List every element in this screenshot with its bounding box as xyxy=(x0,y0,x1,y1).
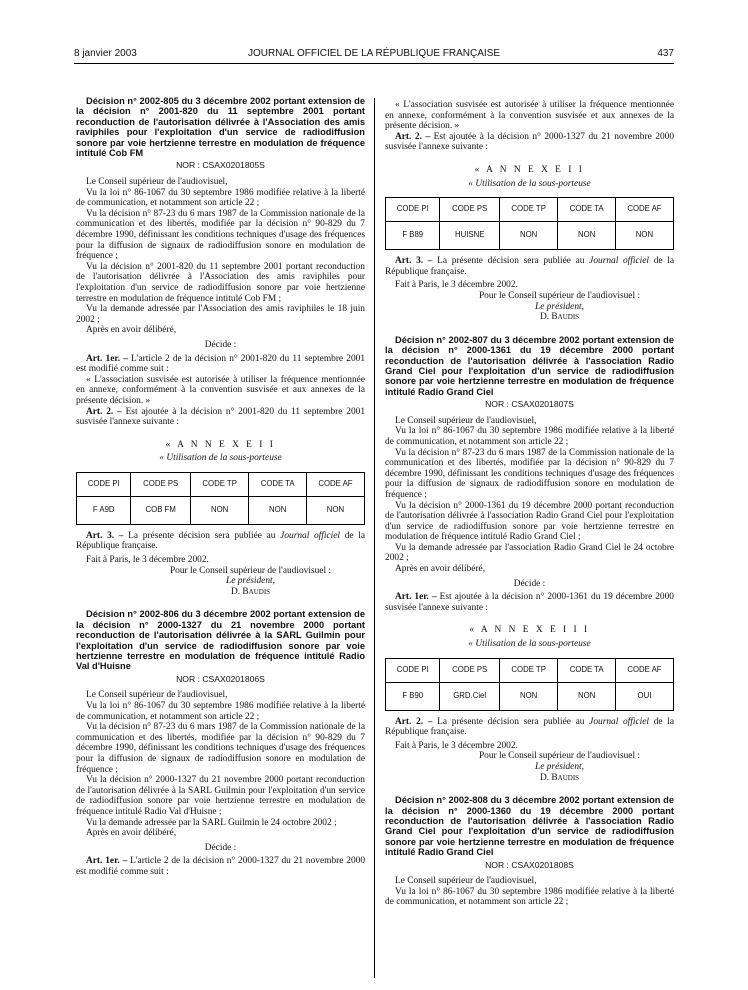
table-cell: NON xyxy=(558,222,616,250)
table-header-cell: CODE PI xyxy=(77,472,131,496)
table-header-cell: CODE TA xyxy=(558,198,616,222)
decision-2002-805 xyxy=(76,96,365,597)
table-header-cell: CODE PS xyxy=(440,658,499,682)
article-label: Art. 2. – xyxy=(395,131,431,142)
article-2 xyxy=(385,717,674,738)
journal-name: Journal officiel xyxy=(589,716,650,727)
done-at: Fait à Paris, le 3 décembre 2002. xyxy=(395,740,518,751)
section-spacer xyxy=(76,597,365,609)
decision-title: Décision n° 2002-806 du 3 décembre 2002 portant extension de la décision n° 2000-1327 du 21 novembre 2000 portant reconduction de l'autorisation délivrée à la SARL Guilmin pour l'exploitation d'un service de radiodiffusion sonore par voie hertzienne terrestre en modulation de fréquence intitulé Radio Val d'Huisne xyxy=(76,609,365,672)
paragraph: Après en avoir délibéré, xyxy=(86,828,177,839)
table-cell: F A9D xyxy=(77,496,131,524)
article-text: L'article 2 de la décision n° 2000-1327 du 21 novembre 2000 est modifié comme suit : xyxy=(76,856,366,877)
signature-block xyxy=(445,291,674,323)
decide-heading: Décide : xyxy=(204,842,237,853)
decision-title: Décision n° 2002-805 du 3 décembre 2002 portant extension de la décision n° 2001-820 du 11 septembre 2001 portant reconduction de l'autorisation délivrée à l'Association des amis raviphiles pour l'exploitation d'un service de radiodiffusion sonore par voie hertzienne terrestre en modulation de fréquence intitulé Cob FM xyxy=(76,96,365,159)
right-column xyxy=(385,100,674,908)
paragraph: Vu la demande adressée par la SARL Guilmin le 24 octobre 2002 ; xyxy=(86,817,337,828)
article-label: Art. 1er. – xyxy=(86,856,128,867)
article-label: Art. 2. – xyxy=(86,406,122,417)
subcarrier-table xyxy=(76,472,365,525)
annexe-subtitle: « Utilisation de la sous-porteuse xyxy=(468,639,591,650)
header-rule xyxy=(74,63,674,64)
article-text: La présente décision sera publiée au xyxy=(437,716,585,727)
table-cell: F B90 xyxy=(386,682,440,710)
decision-2002-808 xyxy=(385,795,674,908)
table-header-cell: CODE PS xyxy=(131,472,190,496)
header-journal-title: JOURNAL OFFICIEL DE LA RÉPUBLIQUE FRANÇAISE xyxy=(247,48,501,59)
signature-role: Le président, xyxy=(535,762,584,772)
paragraph: Vu la décision n° 2001-820 du 11 septembre 2001 portant reconduction de l'autorisation délivrée à l'Association des amis raviphiles pour l'exploitation d'un service de radiodiffusion sonore par voie hertzienne terrestre en modulation de fréquence intitulé Cob FM ; xyxy=(76,261,365,304)
nor-reference: NOR : CSAX0201806S xyxy=(176,673,265,684)
done-at: Fait à Paris, le 3 décembre 2002. xyxy=(86,555,209,566)
decide-heading: Décide : xyxy=(513,578,546,589)
table-cell: GRD.Ciel xyxy=(440,682,499,710)
table-cell: F B89 xyxy=(386,222,440,250)
column-divider xyxy=(374,98,375,978)
table-row xyxy=(386,222,674,250)
article-label: Art. 1er. – xyxy=(395,592,437,603)
paragraph: Vu la loi n° 86-1067 du 30 septembre 1986 modifiée relative à la liberté de communication, et notamment son article 22 ; xyxy=(76,187,365,209)
table-header-cell: CODE PI xyxy=(386,658,440,682)
journal-name: Journal officiel xyxy=(280,530,341,541)
table-header-cell: CODE PS xyxy=(440,198,499,222)
decide-heading: Décide : xyxy=(204,339,237,350)
article-3 xyxy=(385,256,674,277)
annexe-subtitle: « Utilisation de la sous-porteuse xyxy=(159,453,282,464)
article-text-end: de la République française. xyxy=(385,716,675,738)
signature-name: D. Baudis xyxy=(230,586,271,597)
table-cell: NON xyxy=(558,682,616,710)
nor-reference: NOR : CSAX0201807S xyxy=(485,399,574,410)
signature-line: Pour le Conseil supérieur de l'audiovisuel : xyxy=(478,751,641,762)
table-header-cell: CODE TA xyxy=(249,472,307,496)
article-text: La présente décision sera publiée au xyxy=(437,256,585,267)
table-row xyxy=(77,496,365,524)
nor-reference: NOR : CSAX0201805S xyxy=(176,160,265,171)
paragraph: Vu la décision n° 87-23 du 6 mars 1987 de la Commission nationale de la communication et des libertés, modifiée par la décision n° 90-829 du 7 décembre 1990, définissant les conditions techniques d'usage des fréquences pour la diffusion de signaux de radiodiffusion sonore en modulation de fréquence ; xyxy=(76,208,365,262)
decision-title: Décision n° 2002-808 du 3 décembre 2002 portant extension de la décision n° 2000-1360 du 19 décembre 2000 portant reconduction de l'autorisation délivrée à l'association Radio Grand Ciel pour l'exploitation d'un service de radiodiffusion sonore par voie hertzienne terrestre en modulation de fréquence intitulé Radio Grand Ciel xyxy=(385,795,674,858)
article-1 xyxy=(76,354,365,375)
header-date: 8 janvier 2003 xyxy=(74,48,137,59)
table-cell: NON xyxy=(249,496,307,524)
article-quote: « L'association susvisée est autorisée à utiliser la fréquence mentionnée en annexe, conformément à la convention susvisée et aux annexes de la présente décision. » xyxy=(385,100,674,132)
table-cell: NON xyxy=(615,222,673,250)
table-cell: NON xyxy=(190,496,249,524)
article-text-end: de la République française. xyxy=(76,530,366,552)
subcarrier-table xyxy=(385,197,674,250)
article-1 xyxy=(76,856,365,877)
signature-name: D. Baudis xyxy=(539,772,580,783)
article-text: Est ajoutée à la décision n° 2000-1361 du 19 décembre 2000 susvisée l'annexe suivante : xyxy=(385,592,674,613)
paragraph: Après en avoir délibéré, xyxy=(395,564,486,575)
paragraph: Vu la décision n° 2000-1361 du 19 décembre 2000 portant reconduction de l'autorisation délivrée à l'association Radio Grand Ciel pour l'exploitation d'un service de radiodiffusion sonore par voie hertzienne terrestre en modulation de fréquence intitulé Radio Grand Ciel ; xyxy=(385,500,674,543)
table-header-cell: CODE TP xyxy=(499,198,558,222)
table-cell: NON xyxy=(499,222,558,250)
paragraph: Vu la loi n° 86-1067 du 30 septembre 1986 modifiée relative à la liberté de communication, et notamment son article 22 ; xyxy=(385,886,674,908)
section-spacer xyxy=(385,323,674,335)
article-text: Est ajoutée à la décision n° 2000-1327 du 21 novembre 2000 susvisée l'annexe suivante : xyxy=(385,131,675,153)
article-2 xyxy=(385,132,674,153)
table-header-cell: CODE TP xyxy=(190,472,249,496)
paragraph: Vu la décision n° 87-23 du 6 mars 1987 de la Commission nationale de la communication et des libertés, modifiée par la décision n° 90-829 du 7 décembre 1990, définissant les conditions techniques d'usage des fréquences pour la diffusion de signaux de radiodiffusion sonore en modulation de fréquence ; xyxy=(76,722,365,775)
table-cell: NON xyxy=(306,496,364,524)
signature-line: Pour le Conseil supérieur de l'audiovisuel : xyxy=(169,565,332,576)
table-header-cell: CODE TP xyxy=(499,658,558,682)
paragraph: Le Conseil supérieur de l'audiovisuel, xyxy=(395,876,537,887)
table-header-row xyxy=(386,658,674,682)
header-page-number: 437 xyxy=(657,48,674,59)
table-cell: NON xyxy=(499,682,558,710)
table-header-cell: CODE PI xyxy=(386,198,440,222)
paragraph: Le Conseil supérieur de l'audiovisuel, xyxy=(395,415,537,426)
paragraph: Le Conseil supérieur de l'audiovisuel, xyxy=(86,177,228,188)
signature-block xyxy=(136,566,365,598)
section-spacer xyxy=(385,783,674,795)
signature-name: D. Baudis xyxy=(539,312,580,323)
article-text-end: de la République française. xyxy=(385,256,675,277)
table-cell: HUISNE xyxy=(440,222,499,250)
article-1 xyxy=(385,592,674,613)
paragraph: Vu la demande adressée par l'Association des amis raviphiles le 18 juin 2002 ; xyxy=(76,304,365,325)
article-label: Art. 1er. – xyxy=(86,353,128,364)
article-quote: « L'association susvisée est autorisée à utiliser la fréquence mentionnée en annexe, conformément à la convention susvisée et aux annexes de la présente décision. » xyxy=(76,374,365,406)
paragraph: Vu la décision n° 2000-1327 du 21 novembre 2000 portant reconduction de l'autorisation délivrée à la SARL Guilmin pour l'exploitation d'un service de radiodiffusion sonore par voie hertzienne terrestre en modulation de fréquence intitulé Radio Val d'Huisne ; xyxy=(76,775,365,817)
table-header-cell: CODE AF xyxy=(615,658,673,682)
table-header-row xyxy=(77,472,365,496)
decision-2002-807 xyxy=(385,335,674,783)
table-header-cell: CODE AF xyxy=(615,198,673,222)
signature-block xyxy=(445,751,674,783)
article-label: Art. 3. – xyxy=(86,530,124,541)
signature-role: Le président, xyxy=(226,576,275,587)
paragraph: Le Conseil supérieur de l'audiovisuel, xyxy=(86,690,228,701)
done-at: Fait à Paris, le 3 décembre 2002. xyxy=(395,280,518,291)
table-row xyxy=(386,682,674,710)
paragraph: Vu la loi n° 86-1067 du 30 septembre 1986 modifiée relative à la liberté de communication, et notamment son article 22 ; xyxy=(76,701,365,722)
subcarrier-table xyxy=(385,658,674,711)
article-text: La présente décision sera publiée au xyxy=(128,530,276,541)
annexe-title: « A N N E X E I I xyxy=(474,164,585,175)
article-3 xyxy=(76,531,365,552)
annexe-subtitle: « Utilisation de la sous-porteuse xyxy=(468,178,591,189)
article-text: Est ajoutée à la décision n° 2001-820 du 11 septembre 2001 susvisée l'annexe suivante : xyxy=(76,406,366,428)
table-header-cell: CODE TA xyxy=(558,658,616,682)
page-header xyxy=(74,48,674,62)
article-2 xyxy=(76,407,365,428)
annexe-title: « A N N E X E I I xyxy=(165,439,276,450)
annexe-title: « A N N E X E I I I xyxy=(469,625,590,636)
table-cell: COB FM xyxy=(131,496,190,524)
article-label: Art. 2. – xyxy=(395,716,433,727)
paragraph: Après en avoir délibéré, xyxy=(86,325,177,336)
signature-line: Pour le Conseil supérieur de l'audiovisuel : xyxy=(478,290,641,301)
decision-title: Décision n° 2002-807 du 3 décembre 2002 portant extension de la décision n° 2000-1361 du 19 décembre 2000 portant reconduction de l'autorisation délivrée à l'association Radio Grand Ciel pour l'exploitation d'un service de radiodiffusion sonore par voie hertzienne terrestre en modulation de fréquence intitulé Radio Grand Ciel xyxy=(385,334,674,397)
paragraph: Vu la demande adressée par l'association Radio Grand Ciel le 24 octobre 2002 ; xyxy=(385,542,674,564)
decision-2002-806-continued xyxy=(385,100,674,323)
paragraph: Vu la loi n° 86-1067 du 30 septembre 1986 modifiée relative à la liberté de communication, et notamment son article 22 ; xyxy=(385,426,674,447)
paragraph: Vu la décision n° 87-23 du 6 mars 1987 de la Commission nationale de la communication et des libertés, modifiée par la décision n° 90-829 du 7 décembre 1990, définissant les conditions techniques d'usage des fréquences pour la diffusion de signaux de radiodiffusion sonore en modulation de fréquence ; xyxy=(385,447,674,500)
left-column xyxy=(76,96,365,878)
signature-role: Le président, xyxy=(535,301,584,312)
table-header-row xyxy=(386,198,674,222)
decision-2002-806-start xyxy=(76,609,365,877)
nor-reference: NOR : CSAX0201808S xyxy=(485,859,574,870)
article-label: Art. 3. – xyxy=(395,256,433,267)
article-text: L'article 2 de la décision n° 2001-820 du 11 septembre 2001 est modifié comme suit : xyxy=(76,353,366,375)
table-header-cell: CODE AF xyxy=(306,472,364,496)
table-cell: OUI xyxy=(615,682,673,710)
journal-name: Journal officiel xyxy=(589,256,650,267)
